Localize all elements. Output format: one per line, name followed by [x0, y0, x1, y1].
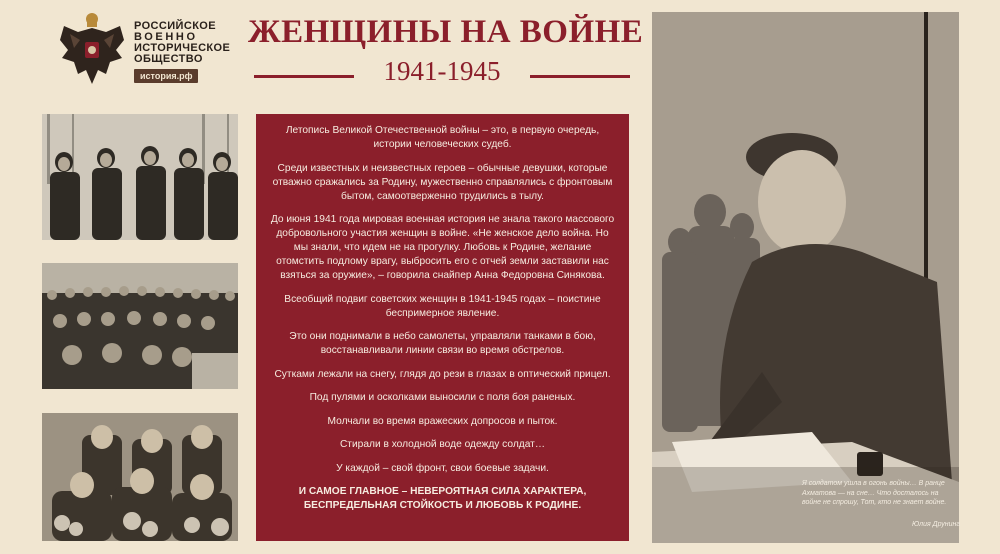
paragraph-2: Среди известных и неизвестных героев – обычные девушки, которые отважно сражались за Родину, мужественно справлялись с фронтовым бытом, самоотверженно трудились в тылу.	[272, 162, 613, 202]
closing-statement: И САМОЕ ГЛАВНОЕ – НЕВЕРОЯТНАЯ СИЛА ХАРАКТЕРА, БЕСПРЕДЕЛЬНАЯ СТОЙКОСТЬ И ЛЮБОВЬ К РОДИНЕ.	[298, 486, 587, 511]
years-row	[254, 56, 630, 90]
photo-soldier-signing-oath	[652, 12, 959, 543]
photo-five-women-soldiers	[42, 114, 238, 240]
paragraph-4: Всеобщий подвиг советских женщин в 1941-1945 годах – поистине беспримерное явление.	[284, 293, 601, 319]
photo-women-formation	[42, 263, 238, 389]
logo-line-4: ОБЩЕСТВО	[134, 53, 203, 65]
paragraph-10: У каждой – свой фронт, свои боевые задачи.	[336, 462, 549, 474]
logo-line-1: РОССИЙСКОЕ	[134, 20, 216, 32]
paragraph-9: Стирали в холодной воде одежду солдат…	[339, 439, 546, 450]
page-title: ЖЕНЩИНЫ НА ВОЙНЕ	[248, 14, 644, 50]
history-text-panel	[256, 114, 629, 541]
right-divider	[530, 75, 630, 78]
paragraph-1: Летопись Великой Отечественной войны – это, в первую очередь, истории человеческих судеб.	[285, 125, 600, 150]
poem-caption: Я солдатом ушла в огонь войны… В ранце Ахматова — на сне… Что досталось на войне не спрошу, Тот, кто не знает войне.	[802, 480, 947, 506]
paragraph-3: До июня 1941 года мировая военная история не знала такого массового добровольного участия женщин в войне. «Не женское дело война. Но мы знали, что идем не на прогулку. Любовь к Родине, желание отомстить подлому врагу, выбросить его с отчей земли заставили нас взяться за оружие», – говорила снайпер Анна Федоровна Синякова.	[270, 214, 615, 281]
rvio-logo	[56, 10, 256, 90]
paragraph-7: Под пулями и осколками выносили с поля боя раненых.	[309, 392, 576, 403]
double-headed-eagle-icon	[56, 10, 128, 90]
paragraph-8: Молчали во время вражеских допросов и пыток.	[327, 415, 558, 427]
logo-line-2: ВОЕННО	[134, 31, 198, 43]
paragraph-5: Это они поднимали в небо самолеты, управляли танками в бою, восстанавливали линии связи во время обстрелов.	[289, 331, 596, 356]
photo-women-with-flowers	[42, 413, 238, 541]
caption-author: Юлия Друнина	[912, 521, 961, 528]
site-badge[interactable]: история.рф	[134, 69, 198, 83]
paragraph-6: Сутками лежали на снегу, глядя до рези в глазах в оптический прицел.	[274, 368, 611, 380]
left-divider	[254, 75, 354, 78]
years-label: 1941-1945	[383, 56, 501, 86]
logo-line-3: ИСТОРИЧЕСКОЕ	[134, 42, 231, 54]
